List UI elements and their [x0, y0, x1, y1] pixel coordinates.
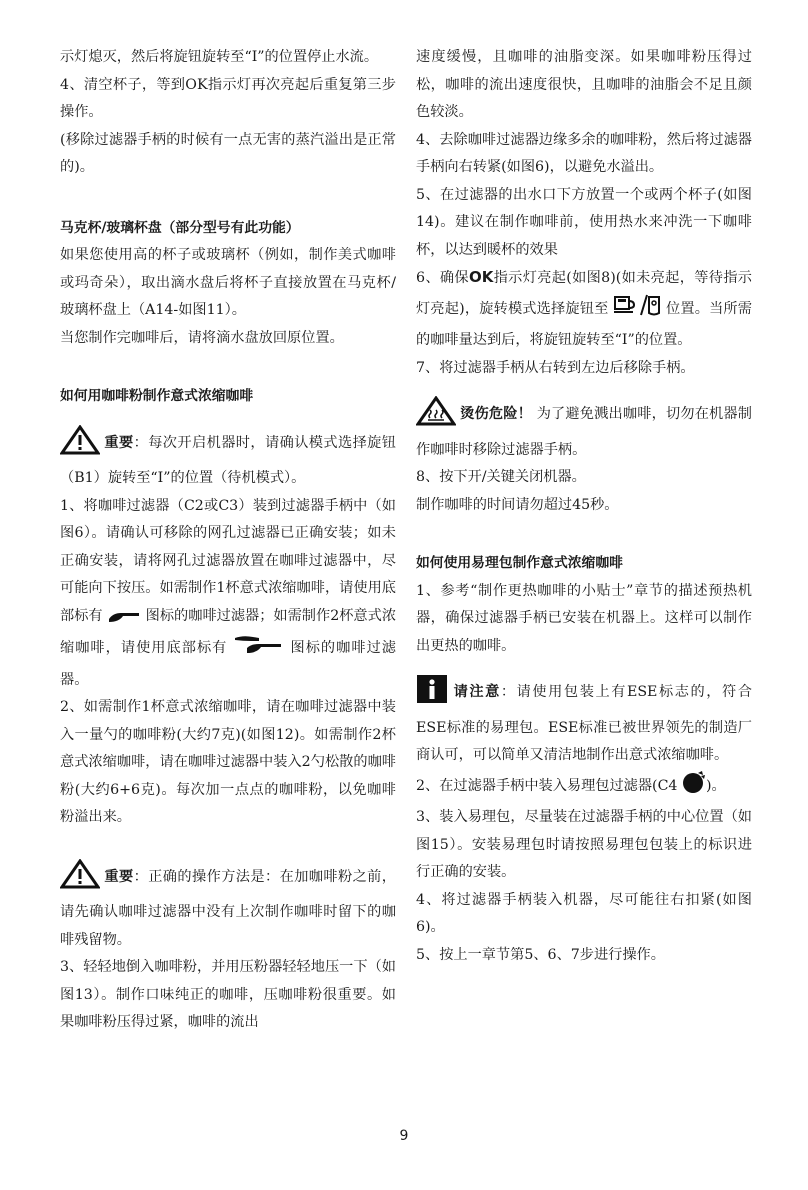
note-keyword: 重要	[104, 434, 134, 451]
paragraph: 3、轻轻地倒入咖啡粉，并用压粉器轻轻地压一下（如图13）。制作口味纯正的咖啡，压咖啡粉很重要。如果咖啡粉压得过紧，咖啡的流出	[60, 959, 396, 1030]
paragraph	[416, 264, 752, 355]
single-cup-filter-icon	[107, 607, 141, 635]
section-heading: 如何用咖啡粉制作意式浓缩咖啡	[60, 388, 254, 404]
paragraph	[60, 493, 396, 695]
page-number: 9	[399, 1128, 409, 1144]
paragraph: 5、按上一章节第5、6、7步进行操作。	[416, 946, 665, 963]
hot-warning-note	[416, 396, 752, 464]
paragraph	[416, 770, 752, 805]
ok-indicator-label: OK	[468, 268, 494, 286]
ese-pod-filter-icon	[682, 770, 706, 805]
paragraph: 4、去除咖啡过滤器边缘多余的咖啡粉，然后将过滤器手柄向右转紧(如图6)，以避免水溢出。	[416, 131, 752, 175]
important-note	[60, 425, 396, 493]
right-column	[416, 44, 752, 969]
warning-triangle-icon	[60, 425, 100, 466]
paragraph: 7、将过滤器手柄从右转到左边后移除手柄。	[416, 359, 695, 376]
paragraph: (移除过滤器手柄的时候有一点无害的蒸汽溢出是正常的)。	[60, 131, 396, 175]
paragraph: 4、清空杯子，等到OK指示灯再次亮起后重复第三步操作。	[60, 76, 396, 120]
paragraph: 5、在过滤器的出水口下方放置一个或两个杯子(如图14)。建议在制作咖啡前，使用热水来冲洗一下咖啡杯，以达到暖杯的效果	[416, 186, 752, 258]
paragraph-text: 1、将咖啡过滤器（C2或C3）装到过滤器手柄中（如图6）。请确认可移除的网孔过滤器已正确安装；如未正确安装，请将网孔过滤器放置在咖啡过滤器中，尽可能向下按压。如需制作1杯意式浓缩咖啡，请使用底部标有	[60, 497, 396, 624]
paragraph: 3、装入易理包，尽量装在过滤器手柄的中心位置（如图15）。安装易理包时请按照易理包包装上的标识进行正确的安装。	[416, 809, 752, 880]
paragraph: 2、如需制作1杯意式浓缩咖啡，请在咖啡过滤器中装入一量勺的咖啡粉(大约7克)(如图12)。如需制作2杯意式浓缩咖啡，请在咖啡过滤器中装入2勺松散的咖啡粉(大约6+6克)。每次加一点点的咖啡粉，以免咖啡粉溢出来。	[60, 699, 396, 825]
paragraph: 如果您使用高的杯子或玻璃杯（例如，制作美式咖啡或玛奇朵），取出滴水盘后将杯子直接放置在马克杯/玻璃杯盘上（A14-如图11）。	[60, 247, 396, 318]
note-keyword: 重要	[104, 868, 134, 885]
paragraph: 示灯熄灭，然后将旋钮旋转至“I”的位置停止水流。	[60, 49, 379, 65]
note-text: ：正确的操作方法是：在加咖啡粉之前，请先确认咖啡过滤器中没有上次制作咖啡时留下的咖啡残留物。	[60, 868, 396, 948]
paragraph: 制作咖啡的时间请勿超过45秒。	[416, 496, 619, 513]
note-keyword: 烫伤危险！	[460, 406, 532, 422]
paragraph-text: 6、确保	[416, 270, 469, 286]
section-heading: 马克杯/玻璃杯盘（部分型号有此功能）	[60, 219, 300, 236]
paragraph-text: 图标的咖啡过滤器。	[60, 640, 396, 688]
section-heading: 如何使用易理包制作意式浓缩咖啡	[416, 555, 623, 571]
paragraph-text: 指示灯亮起(如图8)(如未亮起，等待指示灯亮起)，旋转模式选择旋钮至	[416, 270, 752, 317]
cup-mode-icon	[613, 293, 661, 328]
note-text: 为了避免溅出咖啡，切勿在机器制作咖啡时移除过滤器手柄。	[416, 406, 752, 458]
paragraph: 8、按下开/关键关闭机器。	[416, 469, 586, 485]
info-note	[416, 674, 752, 770]
paragraph: 速度缓慢，且咖啡的油脂变深。如果咖啡粉压得过松，咖啡的流出速度很快，且咖啡的油脂会不足且颜色较淡。	[416, 49, 752, 120]
paragraph-text: 图标的咖啡过滤器；如需制作2杯意式浓缩咖啡，请使用底部标有	[60, 607, 397, 656]
paragraph-text: 位置。当所需的咖啡量达到后，将旋钮旋转至“I”的位置。	[416, 300, 752, 348]
paragraph-text: )。	[705, 777, 726, 794]
paragraph: 4、将过滤器手柄装入机器，尽可能往右扣紧(如图6)。	[416, 891, 752, 935]
paragraph-text: 2、在过滤器手柄中装入易理包过滤器(C4	[416, 777, 678, 794]
double-cup-filter-icon	[233, 634, 285, 667]
paragraph: 1、参考“制作更热咖啡的小贴士”章节的描述预热机器，确保过滤器手柄已安装在机器上。这样可以制作出更热的咖啡。	[416, 582, 752, 654]
left-column	[60, 44, 396, 1037]
info-icon	[416, 674, 448, 715]
note-keyword: 请注意	[452, 684, 501, 700]
hot-surface-icon	[416, 396, 456, 437]
warning-triangle-icon	[60, 859, 100, 900]
note-text: ：每次开启机器时，请确认模式选择旋钮（B1）旋转至“I”的位置（待机模式）。	[60, 434, 396, 486]
note-text: ：请使用包装上有ESE标志的，符合ESE标准的易理包。ESE标准已被世界领先的制造厂商认可，可以简单又清洁地制作出意式浓缩咖啡。	[416, 684, 752, 763]
paragraph: 当您制作完咖啡后，请将滴水盘放回原位置。	[60, 329, 344, 346]
important-note	[60, 859, 396, 955]
